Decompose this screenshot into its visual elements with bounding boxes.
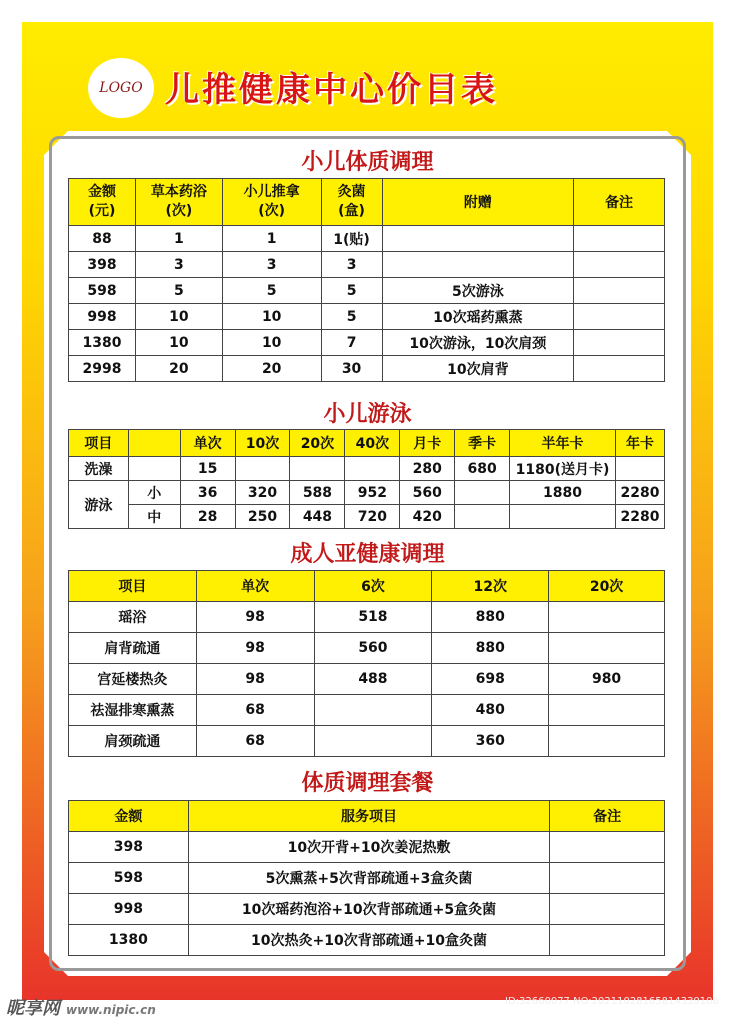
table-cell: 1180(送月卡) xyxy=(510,457,616,481)
table-cell: 肩背疏通 xyxy=(69,633,197,664)
header-cell: 备注 xyxy=(574,179,665,226)
table-cell: 88 xyxy=(69,226,136,252)
table-cell: 36 xyxy=(180,481,235,505)
table-cell: 68 xyxy=(196,695,314,726)
section-title-child-constitution: 小儿体质调理 xyxy=(301,149,434,175)
header-cell: 20次 xyxy=(549,571,665,602)
table-row xyxy=(69,330,665,356)
child-swimming-table xyxy=(68,429,665,529)
table-cell xyxy=(574,278,665,304)
table-cell: 肩颈疏通 xyxy=(69,726,197,757)
header-cell: 项目 xyxy=(69,571,197,602)
table-cell: 560 xyxy=(314,633,432,664)
table-cell: 598 xyxy=(69,863,189,894)
section-title-child-swimming: 小儿游泳 xyxy=(323,401,412,427)
table-cell xyxy=(550,832,665,863)
table-cell: 3 xyxy=(321,252,382,278)
table-cell: 3 xyxy=(222,252,321,278)
header-cell: 服务项目 xyxy=(188,801,549,832)
header-cell: 6次 xyxy=(314,571,432,602)
table-cell: 3 xyxy=(135,252,222,278)
table-cell: 250 xyxy=(235,505,290,529)
table-cell: 560 xyxy=(400,481,455,505)
table-cell: 10次游泳，10次肩颈 xyxy=(382,330,574,356)
table-cell: 720 xyxy=(345,505,400,529)
table-cell xyxy=(455,505,510,529)
table-cell: 480 xyxy=(432,695,549,726)
table-cell: 320 xyxy=(235,481,290,505)
table-row-swim-medium xyxy=(69,505,665,529)
table-cell: 10 xyxy=(135,304,222,330)
table-cell: 952 xyxy=(345,481,400,505)
table-cell: 1 xyxy=(222,226,321,252)
table-cell xyxy=(128,457,180,481)
table-cell xyxy=(382,226,574,252)
table-row xyxy=(69,304,665,330)
table-cell: 瑶浴 xyxy=(69,602,197,633)
table-cell: 980 xyxy=(549,664,665,695)
table-cell: 588 xyxy=(290,481,345,505)
table-cell: 518 xyxy=(314,602,432,633)
table-header-row xyxy=(69,179,665,226)
package-table xyxy=(68,800,665,956)
header-cell: 金额 xyxy=(69,801,189,832)
table-row xyxy=(69,726,665,757)
table-cell: 1(贴) xyxy=(321,226,382,252)
table-cell: 28 xyxy=(180,505,235,529)
table-cell xyxy=(345,457,400,481)
table-cell xyxy=(574,356,665,382)
table-cell: 10次肩背 xyxy=(382,356,574,382)
table-cell: 98 xyxy=(196,633,314,664)
table-cell xyxy=(549,633,665,664)
table-cell xyxy=(550,925,665,956)
header-cell xyxy=(128,430,180,457)
table-cell: 398 xyxy=(69,252,136,278)
table-cell: 20 xyxy=(222,356,321,382)
table-cell xyxy=(550,894,665,925)
table-cell: 1380 xyxy=(69,925,189,956)
table-header-row xyxy=(69,430,665,457)
header-cell: 40次 xyxy=(345,430,400,457)
table-cell: 1880 xyxy=(510,481,616,505)
table-cell xyxy=(574,226,665,252)
table-cell: 68 xyxy=(196,726,314,757)
table-cell: 7 xyxy=(321,330,382,356)
table-header-row xyxy=(69,571,665,602)
header-cell: 小儿推拿 (次) xyxy=(222,179,321,226)
table-cell xyxy=(549,726,665,757)
table-cell: 998 xyxy=(69,894,189,925)
adult-subhealth-table xyxy=(68,570,665,757)
table-cell: 10次热灸+10次背部疏通+10盒灸菌 xyxy=(188,925,549,956)
table-cell: 10次瑶药泡浴+10次背部疏通+5盒灸菌 xyxy=(188,894,549,925)
table-row xyxy=(69,894,665,925)
table-row-bath xyxy=(69,457,665,481)
table-cell xyxy=(615,457,664,481)
table-cell: 10 xyxy=(222,330,321,356)
table-cell xyxy=(549,602,665,633)
table-cell: 5次游泳 xyxy=(382,278,574,304)
table-cell: 698 xyxy=(432,664,549,695)
table-cell: 98 xyxy=(196,664,314,695)
table-cell: 448 xyxy=(290,505,345,529)
table-cell: 祛湿排寒熏蒸 xyxy=(69,695,197,726)
row-label: 游泳 xyxy=(69,481,129,529)
table-cell: 598 xyxy=(69,278,136,304)
table-row xyxy=(69,863,665,894)
table-cell xyxy=(235,457,290,481)
table-row xyxy=(69,226,665,252)
table-cell xyxy=(549,695,665,726)
table-cell: 5 xyxy=(321,278,382,304)
table-cell: 10次开背+10次姜泥热敷 xyxy=(188,832,549,863)
table-row xyxy=(69,602,665,633)
table-cell: 1 xyxy=(135,226,222,252)
row-sublabel: 小 xyxy=(128,481,180,505)
table-cell xyxy=(574,304,665,330)
table-cell: 5 xyxy=(135,278,222,304)
table-cell: 5 xyxy=(222,278,321,304)
logo: LOGO xyxy=(88,58,154,118)
table-row xyxy=(69,252,665,278)
table-cell xyxy=(314,695,432,726)
table-cell: 98 xyxy=(196,602,314,633)
table-cell: 280 xyxy=(400,457,455,481)
table-cell xyxy=(550,863,665,894)
header-cell: 灸菌 (盒) xyxy=(321,179,382,226)
header-cell: 草本药浴 (次) xyxy=(135,179,222,226)
header-cell: 单次 xyxy=(196,571,314,602)
table-row xyxy=(69,695,665,726)
table-header-row xyxy=(69,801,665,832)
table-cell: 880 xyxy=(432,602,549,633)
header-cell: 季卡 xyxy=(455,430,510,457)
row-label: 洗澡 xyxy=(69,457,129,481)
table-cell xyxy=(290,457,345,481)
watermark-brand: 昵享网 www.nipic.cn xyxy=(6,998,156,1019)
header-cell: 项目 xyxy=(69,430,129,457)
table-cell: 2998 xyxy=(69,356,136,382)
table-cell xyxy=(574,252,665,278)
row-sublabel: 中 xyxy=(128,505,180,529)
child-constitution-table xyxy=(68,178,665,382)
header-cell: 金额 (元) xyxy=(69,179,136,226)
table-cell: 5 xyxy=(321,304,382,330)
table-cell: 30 xyxy=(321,356,382,382)
header-cell: 单次 xyxy=(180,430,235,457)
table-cell xyxy=(314,726,432,757)
table-cell: 998 xyxy=(69,304,136,330)
header-cell: 10次 xyxy=(235,430,290,457)
table-cell: 420 xyxy=(400,505,455,529)
table-cell xyxy=(455,481,510,505)
table-cell xyxy=(574,330,665,356)
watermark-id: ID:32660077 NO:20211028165814339106 xyxy=(505,996,719,1007)
table-cell: 15 xyxy=(180,457,235,481)
page-title: 儿推健康中心价目表 xyxy=(165,70,498,110)
table-row xyxy=(69,832,665,863)
table-cell: 宫延楼热灸 xyxy=(69,664,197,695)
table-cell: 398 xyxy=(69,832,189,863)
table-cell: 880 xyxy=(432,633,549,664)
table-row xyxy=(69,356,665,382)
section-title-package: 体质调理套餐 xyxy=(301,770,434,796)
table-cell: 10 xyxy=(222,304,321,330)
section-title-adult-subhealth: 成人亚健康调理 xyxy=(290,541,445,567)
table-row xyxy=(69,925,665,956)
table-row xyxy=(69,633,665,664)
table-cell: 10 xyxy=(135,330,222,356)
header-cell: 月卡 xyxy=(400,430,455,457)
table-cell: 2280 xyxy=(615,481,664,505)
header-cell: 12次 xyxy=(432,571,549,602)
table-cell: 5次熏蒸+5次背部疏通+3盒灸菌 xyxy=(188,863,549,894)
table-cell: 2280 xyxy=(615,505,664,529)
table-cell: 10次瑶药熏蒸 xyxy=(382,304,574,330)
table-row xyxy=(69,278,665,304)
header-cell: 半年卡 xyxy=(510,430,616,457)
table-row-swim-small xyxy=(69,481,665,505)
table-row xyxy=(69,664,665,695)
header-cell: 附赠 xyxy=(382,179,574,226)
header-cell: 年卡 xyxy=(615,430,664,457)
header-cell: 20次 xyxy=(290,430,345,457)
table-cell xyxy=(510,505,616,529)
table-cell: 488 xyxy=(314,664,432,695)
table-cell: 20 xyxy=(135,356,222,382)
table-cell xyxy=(382,252,574,278)
table-cell: 1380 xyxy=(69,330,136,356)
header-cell: 备注 xyxy=(550,801,665,832)
table-cell: 360 xyxy=(432,726,549,757)
table-cell: 680 xyxy=(455,457,510,481)
